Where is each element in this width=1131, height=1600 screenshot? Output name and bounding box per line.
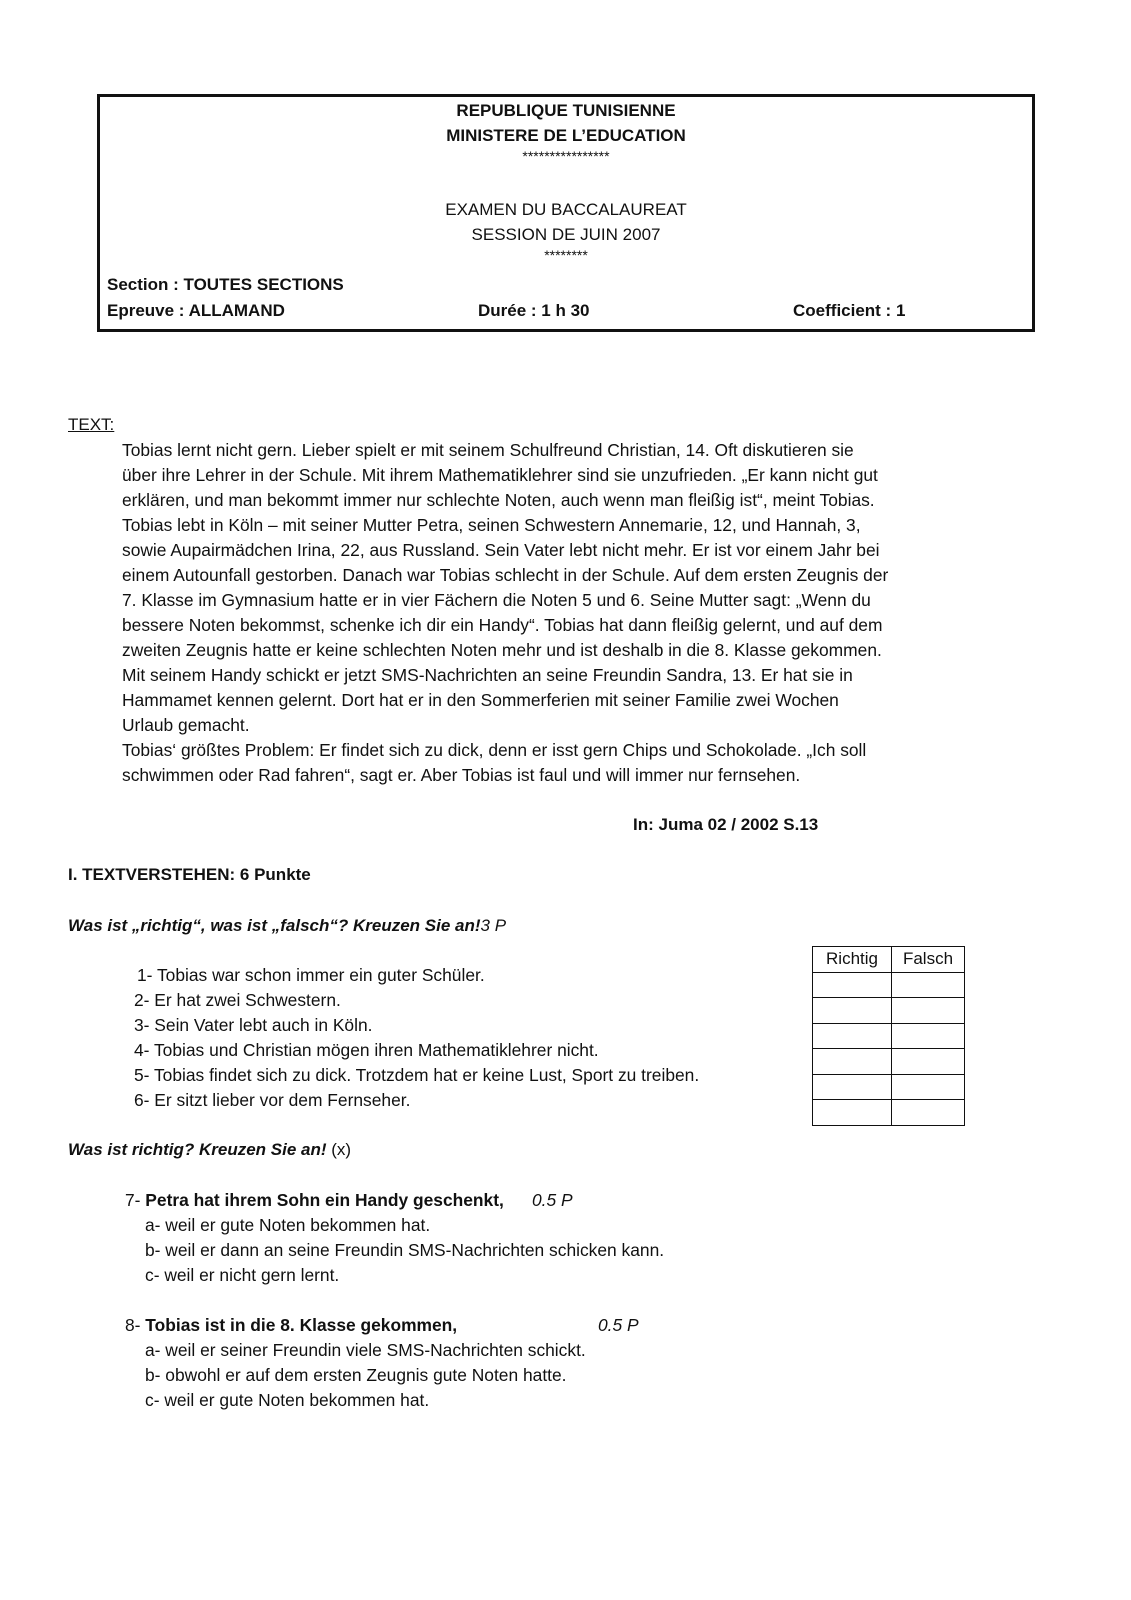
exam-header-box [97,94,1035,332]
session-title: SESSION DE JUIN 2007 [471,225,661,244]
q7-option-c[interactable]: c- weil er nicht gern lernt. [145,1265,340,1285]
ministry-title: MINISTERE DE L’EDUCATION [446,126,686,145]
falsch-header: Falsch [892,947,965,973]
statement-1: 1- Tobias war schon immer ein guter Schüler. [137,965,485,985]
text-line: einem Autounfall gestorben. Danach war Tobias schlecht in der Schule. Auf dem ersten Zeugnis der [122,565,889,585]
text-line: Tobias‘ größtes Problem: Er findet sich zu dick, denn er isst gern Chips und Schokolade. „Ich soll [122,740,867,760]
text-line: Tobias lernt nicht gern. Lieber spielt er mit seinem Schulfreund Christian, 14. Oft diskutieren sie [122,440,854,460]
text-line: Mit seinem Handy schickt er jetzt SMS-Nachrichten an seine Freundin Sandra, 13. Er hat sie in [122,665,853,685]
q7-points: 0.5 P [532,1190,573,1210]
text-source: In: Juma 02 / 2002 S.13 [633,815,819,834]
duree-label: Durée : 1 h 30 [478,301,590,320]
statement-4: 4- Tobias und Christian mögen ihren Mathematiklehrer nicht. [134,1040,599,1060]
header-stars-1: **************** [522,148,610,164]
q8-number: 8- [125,1315,146,1335]
q1-instruction-line [68,916,506,936]
falsch-cell-6[interactable] [892,1100,965,1126]
section-label: Section : TOUTES SECTIONS [107,275,344,294]
text-line: über ihre Lehrer in der Schule. Mit ihrem Mathematiklehrer sind sie unzufrieden. „Er kann nicht gut [122,465,878,485]
q8-stem-line [125,1315,457,1336]
falsch-cell-4[interactable] [892,1049,965,1075]
falsch-cell-3[interactable] [892,1023,965,1049]
richtig-cell-6[interactable] [813,1100,892,1126]
falsch-cell-1[interactable] [892,972,965,998]
q7-stem-line [125,1190,504,1211]
q8-points: 0.5 P [598,1315,639,1335]
falsch-cell-5[interactable] [892,1074,965,1100]
q1-instruction: Was ist „richtig“, was ist „falsch“? Kreuzen Sie an! [68,916,481,935]
text-line: bessere Noten bekommst, schenke ich dir ein Handy“. Tobias hat dann fleißig gelernt, und auf dem [122,615,883,635]
text-line: Urlaub gemacht. [122,715,250,735]
richtig-cell-4[interactable] [813,1049,892,1075]
q7-option-b[interactable]: b- weil er dann an seine Freundin SMS-Nachrichten schicken kann. [145,1240,665,1260]
header-stars-2: ******** [544,247,588,263]
statement-2: 2- Er hat zwei Schwestern. [134,990,341,1010]
text-line: zweiten Zeugnis hatte er keine schlechten Noten mehr und ist deshalb in die 8. Klasse gekommen. [122,640,882,660]
statement-3: 3- Sein Vater lebt auch in Köln. [134,1015,373,1035]
coefficient-label: Coefficient : 1 [793,301,906,320]
richtig-falsch-table [812,946,965,1126]
text-line: erklären, und man bekommt immer nur schlechte Noten, auch wenn man fleißig ist“, meint Tobias. [122,490,875,510]
q8-stem: Tobias ist in die 8. Klasse gekommen, [145,1315,458,1335]
q2-instruction-line [68,1140,351,1160]
q2-suffix: (x) [326,1140,352,1159]
richtig-cell-2[interactable] [813,998,892,1024]
q7-number: 7- [125,1190,146,1210]
q8-option-a[interactable]: a- weil er seiner Freundin viele SMS-Nachrichten schickt. [145,1340,586,1360]
statement-5: 5- Tobias findet sich zu dick. Trotzdem hat er keine Lust, Sport zu treiben. [134,1065,700,1085]
q1-points: 3 P [480,916,507,935]
q7-option-a[interactable]: a- weil er gute Noten bekommen hat. [145,1215,431,1235]
epreuve-label: Epreuve : ALLAMAND [107,301,285,320]
q7-stem: Petra hat ihrem Sohn ein Handy geschenkt, [145,1190,504,1210]
q8-option-c[interactable]: c- weil er gute Noten bekommen hat. [145,1390,430,1410]
exam-title: EXAMEN DU BACCALAUREAT [445,200,687,219]
richtig-cell-3[interactable] [813,1023,892,1049]
text-line: Tobias lebt in Köln – mit seiner Mutter Petra, seinen Schwestern Annemarie, 12, und Hannah, 3, [122,515,861,535]
text-line: sowie Aupairmädchen Irina, 22, aus Russland. Sein Vater lebt nicht mehr. Er ist vor einem Jahr bei [122,540,880,560]
q8-option-b[interactable]: b- obwohl er auf dem ersten Zeugnis gute Noten hatte. [145,1365,567,1385]
q2-instruction: Was ist richtig? Kreuzen Sie an! [68,1140,327,1159]
richtig-header: Richtig [813,947,892,973]
falsch-cell-2[interactable] [892,998,965,1024]
text-line: schwimmen oder Rad fahren“, sagt er. Aber Tobias ist faul und will immer nur fernsehen. [122,765,801,785]
text-line: 7. Klasse im Gymnasium hatte er in vier Fächern die Noten 5 und 6. Seine Mutter sagt: „Wenn du [122,590,871,610]
section-title: I. TEXTVERSTEHEN: 6 Punkte [68,865,311,884]
text-label: TEXT: [68,415,115,434]
statement-6: 6- Er sitzt lieber vor dem Fernseher. [134,1090,411,1110]
text-line: Hammamet kennen gelernt. Dort hat er in den Sommerferien mit seiner Familie zwei Wochen [122,690,839,710]
richtig-cell-1[interactable] [813,972,892,998]
richtig-cell-5[interactable] [813,1074,892,1100]
republic-title: REPUBLIQUE TUNISIENNE [456,101,676,120]
